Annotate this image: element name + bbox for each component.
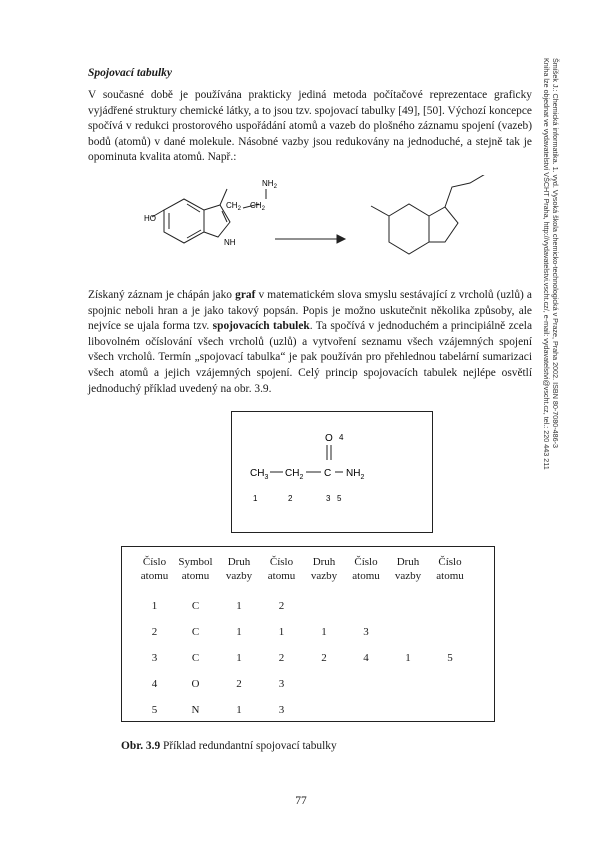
acetamide-figure — [231, 411, 433, 533]
atom-number-5: 5 — [337, 494, 342, 503]
table-row — [136, 671, 471, 697]
table-cell — [303, 671, 345, 697]
table-cell: 5 — [447, 652, 453, 664]
nh2-label: $NH_2$ — [346, 468, 365, 481]
atom-number-3: 3 — [326, 494, 331, 503]
side-citation-text — [542, 58, 560, 470]
table-cell: 1 — [236, 704, 242, 716]
column-header: Číslo atomu — [267, 556, 296, 582]
propyl-chain — [445, 175, 487, 207]
column-header: Druh vazby — [225, 556, 253, 582]
table-cell: 2 — [151, 626, 158, 638]
citation-line-1: Šmíšek J.: Chemická informatika. 1. vyd. Vysoká škola chemicko-technologická v Praze, Praha 2002. ISBN 80-7080-486-3 — [551, 58, 560, 449]
table-cell — [303, 697, 345, 723]
table-cell: 3 — [363, 626, 369, 638]
table-cell: 2 — [278, 600, 285, 612]
benzene-ring — [164, 199, 204, 243]
table-row — [136, 593, 471, 619]
carbon-label: C — [324, 468, 332, 479]
table-cell: 2 — [278, 652, 285, 664]
column-header: Druh vazby — [310, 556, 338, 582]
table-cell: O — [191, 678, 200, 690]
table-cell: C — [191, 652, 200, 664]
table-cell: 1 — [236, 600, 242, 612]
table-cell — [429, 697, 471, 723]
structure-illustration — [140, 175, 500, 275]
table-cell: 5 — [151, 704, 158, 716]
table-cell: 3 — [278, 704, 285, 716]
nh2-label: $NH_2$ — [262, 179, 277, 190]
table-cell: 3 — [278, 678, 285, 690]
connection-table — [136, 555, 471, 723]
oxygen-label: O — [325, 433, 333, 444]
table-cell — [387, 619, 429, 645]
column-header: Symbol atomu — [178, 556, 213, 582]
table-header-row — [136, 555, 471, 593]
column-header: Číslo atomu — [436, 556, 464, 582]
table-cell: 1 — [405, 652, 411, 664]
table-cell — [429, 619, 471, 645]
intro-paragraph: V současné době je používána prakticky jediná metoda počítačové reprezentace graficky vyjádřené struktury chemické látky, a to jsou tzv. spojovací tabulky [49], [50]. Výchozí koncepce spočívá v redukci prostorového uspořádání atomů a vazeb do plošného záznamu spojení (vazeb) bodů (atomů) v dané molekule. Násobné vazby jsou redukovány na jednoduché, a stejně tak je opominuta kvalita atomů. Např.: — [88, 89, 532, 164]
ho-label: HO — [144, 214, 156, 223]
hexagon-skeleton — [389, 204, 429, 254]
table-cell: 1 — [278, 626, 285, 638]
ch2-label-1: $CH_2$ — [226, 201, 241, 212]
oxygen-number: 4 — [339, 433, 344, 442]
table-cell — [345, 671, 387, 697]
table-cell: 4 — [151, 678, 158, 690]
table-cell: C — [191, 626, 200, 638]
figure-caption: Obr. 3.9 Příklad redundantní spojovací tabulky — [121, 740, 337, 752]
table-row — [136, 645, 471, 671]
table-cell — [345, 697, 387, 723]
ch3-label: $CH_3$ — [250, 468, 269, 481]
column-header: Druh vazby — [394, 556, 422, 582]
pentagon-skeleton — [429, 207, 458, 242]
table-row — [136, 697, 471, 723]
citation-line-2: Kniha lze objednat ve vydavatelství VŠCHT Praha, http://vydavatelstvi.vscht.cz/, e-mail: vydavatelstvi@vscht.cz, tel.: 220 443 211 — [542, 58, 551, 470]
page-number: 77 — [295, 795, 307, 807]
connection-table-box — [121, 546, 495, 722]
table-cell: N — [191, 704, 200, 716]
table-cell: 2 — [321, 652, 327, 664]
table-cell — [303, 593, 345, 619]
column-header: Číslo atomu — [140, 556, 169, 582]
table-row — [136, 619, 471, 645]
nh-label: NH — [224, 238, 236, 247]
table-cell — [429, 671, 471, 697]
table-cell — [387, 671, 429, 697]
table-cell: 2 — [236, 678, 242, 690]
arrow-head — [337, 235, 345, 243]
atom-number-1: 1 — [253, 494, 258, 503]
atom-number-2: 2 — [288, 494, 293, 503]
section-heading: Spojovací tabulky — [88, 67, 173, 79]
table-cell: 3 — [151, 652, 158, 664]
column-header: Číslo atomu — [352, 556, 380, 582]
table-cell: C — [191, 600, 200, 612]
table-cell: 1 — [151, 600, 158, 612]
table-cell: 1 — [321, 626, 327, 638]
table-cell — [387, 593, 429, 619]
table-cell — [345, 593, 387, 619]
ch2-label-2: $CH_2$ — [250, 201, 265, 212]
graph-paragraph: Získaný záznam je chápán jako graf v matematickém slova smyslu sestávající z vrcholů (uzlů) a spojnic neboli hran a je jako takový popsán. Popis je možno uskutečnit několika způsoby, ale nejvíce se ujala forma tzv. spojovacích tabulek. Ta spočívá v jednoduchém a principiálně zcela libovolném očíslování všech vrcholů (uzlů) a vytvoření seznamu všech vzájemných spojení všech vrcholů. Termín „spojovací tabulka“ je pak používán pro přehlednou tabelární sumarizaci všech atomů a jejich vzájemných spojení. Celý princip spojovacích tabulek nejlépe osvětlí jednoduchý příklad uvedený na obr. 3.9. — [88, 289, 532, 395]
table-cell: 1 — [236, 652, 242, 664]
table-cell: 4 — [363, 652, 369, 664]
table-cell — [387, 697, 429, 723]
acetamide-diagram — [232, 412, 432, 532]
table-cell — [429, 593, 471, 619]
ch2-label: $CH_2$ — [285, 468, 304, 481]
table-cell: 1 — [236, 626, 242, 638]
